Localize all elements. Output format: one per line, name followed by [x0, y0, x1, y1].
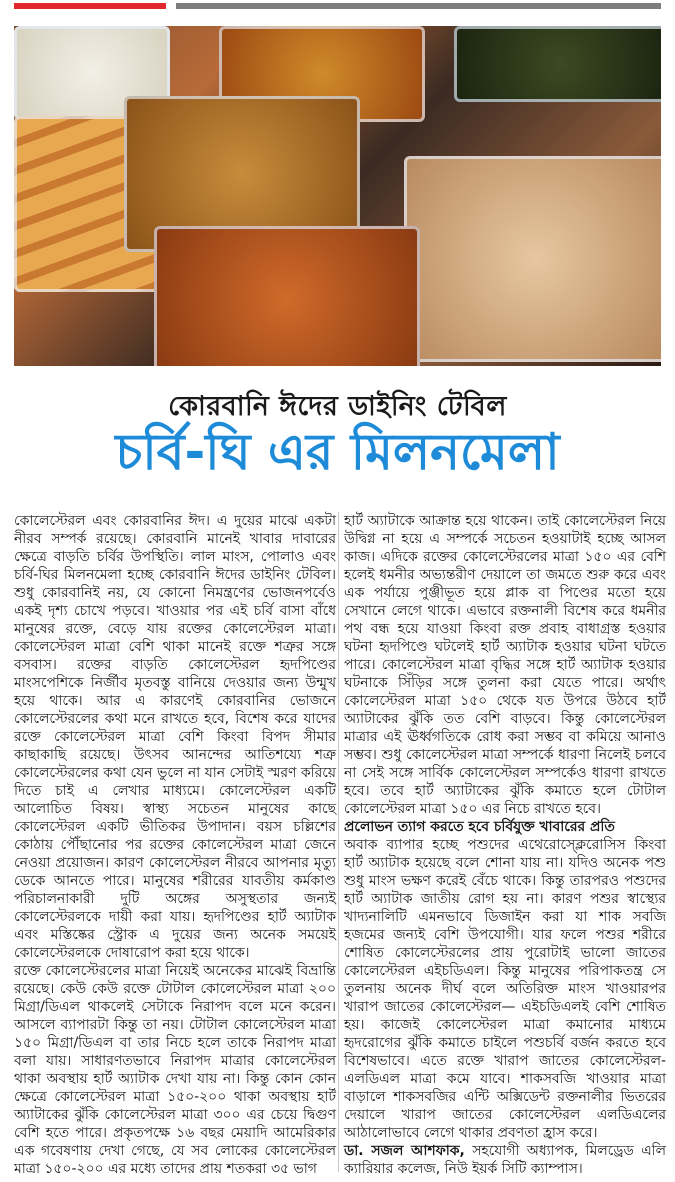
article-column-right — [344, 512, 666, 1178]
food-dishes-photo — [14, 26, 661, 366]
noodles-dish — [404, 156, 661, 362]
article-headline: চর্বি-ঘি এর মিলনমেলা — [115, 423, 560, 481]
section-rule-bar — [176, 3, 661, 9]
body-paragraph: হার্ট অ্যাটাকে আক্রান্ত হয়ে থাকেন। তাই কোলেস্টেরল নিয়ে উদ্বিগ্ন না হয়ে এ সম্পর্কে সচেতন হওয়াটাই হচ্ছে আসল কাজ। এদিকে রক্তের কোলেস্টেরলের মাত্রা ১৫০ এর বেশি হলেই ধমনীর অভ্যন্তরীণ দেয়ালে তা জমতে শুরু করে এবং এক পর্যায়ে পুঞ্জীভূত হয়ে প্লাক বা পিণ্ডের মতো হয়ে সেখানে লেগে থাকে। এভাবে রক্তনালী বিশেষ করে ধমনীর পথ বন্ধ হয়ে যাওয়া কিংবা রক্ত প্রবাহ বাধাগ্রস্ত হওয়ার ঘটনা হৃদপিণ্ডে ঘটলেই হার্ট অ্যাটাক হওয়ার ঘটনা ঘটতে পারে। কোলেস্টেরল মাত্রা বৃদ্ধির সঙ্গে হার্ট অ্যাটাক হওয়ার ঘটনাকে সিঁড়ির সঙ্গে তুলনা করা যেতে পারে। অর্থাৎ কোলেস্টেরল মাত্রা ১৫০ থেকে যত উপরে উঠবে হার্ট অ্যাটাকের ঝুঁকি তত বেশি বাড়বে। কিন্তু কোলেস্টেরল মাত্রার এই ঊর্ধ্বগতিকে রোধ করা সম্ভব বা কমিয়ে আনাও সম্ভব। শুধু কোলেস্টেরল মাত্রা সম্পর্কে ধারণা নিলেই চলবে না সেই সঙ্গে সার্বিক কোলেস্টেরল সম্পর্কেও ধারণা রাখতে হবে। তবে হার্ট অ্যাটাকের ঝুঁকি কমাতে হলে টোটাল কোলেস্টেরল মাত্রা ১৫০ এর নিচে রাখতে হবে। — [344, 513, 666, 817]
body-paragraph: রক্তে কোলেস্টেরলের মাত্রা নিয়েই অনেকের মাঝেই বিভ্রান্তি রয়েছে। কেউ কেউ রক্তে টোটাল কোলেস্টেরল মাত্রা ২০০ মিগ্রা/ডিএল থাকলেই সেটাকে নিরাপদ বলে মনে করেন। আসলে ব্যাপারটা কিন্তু তা নয়। টোটাল কোলেস্টেরল মাত্রা ১৫০ মিগ্রা/ডিএল বা তার নিচে হলে তাকে নিরাপদ মাত্রা বলা যায়। সাধারণতভাবে নিরাপদ মাত্রার কোলেস্টেরল থাকা অবস্থায় হার্ট অ্যাটাক দেখা যায় না। কিন্তু কোন কোন ক্ষেত্রে কোলেস্টেরল মাত্রা ১৫০-২০০ থাকা অবস্থায় হার্ট অ্যাটাকের ঝুঁকি কোলেস্টেরল মাত্রা ৩০০ এর চেয়ে দ্বিগুণ বেশি হতে পারে। প্রকৃতপক্ষে ১৬ বছর মেয়াদি আমেরিকার এক গবেষণায় দেখা গেছে, যে সব লোকের কোলেস্টেরল মাত্রা ১৫০-২০০ এর মধ্যে তাদের প্রায় শতকরা ৩৫ ভাগ — [14, 963, 336, 1177]
column-divider — [338, 512, 339, 1172]
section-accent-bar — [14, 3, 166, 9]
article-column-left — [14, 512, 336, 1178]
greens-dish — [454, 26, 661, 102]
section-subheading: প্রলোভন ত্যাগ করতে হবে চর্বিযুক্ত খাবারের প্রতি — [344, 819, 615, 835]
body-paragraph: কোলেস্টেরল এবং কোরবানির ঈদ। এ দুয়ের মাঝে একটা নীরব সম্পর্ক রয়েছে। কোরবানি মানেই খাবার দাবারের ক্ষেত্রে বাড়তি চর্বির উপস্থিতি। লাল মাংস, পোলাও এবং চর্বি-ঘির মিলনমেলা হচ্ছে কোরবানি ঈদের ডাইনিং টেবিল। শুধু কোরবানিই নয়, যে কোনো নিমন্ত্রণের ভোজনপর্বেও একই দৃশ্য চোখে পড়বে। খাওয়ার পর এই চর্বি বাসা বাঁধে মানুষের রক্তে, বেড়ে যায় রক্তের কোলেস্টেরল মাত্রা। কোলেস্টেরল মাত্রা বেশি থাকা মানেই রক্তে শত্রুর সঙ্গে বসবাস। রক্তের বাড়তি কোলেস্টেরল হৃদপিণ্ডের মাংসপেশিকে নির্জীব মৃতবস্তু বানিয়ে দেওয়ার জন্য উন্মুখ হয়ে থাকে। আর এ কারণেই কোরবানির ভোজনে কোলেস্টেরলের কথা মনে রাখতে হবে, বিশেষ করে যাদের রক্তে কোলেস্টেরল মাত্রা বেশি কিংবা বিপদ সীমার কাছাকাছি রয়েছে। উৎসব আনন্দের আতিশয্যে শত্রু কোলেস্টেরলের কথা যেন ভুলে না যান সেটাই স্মরণ করিয়ে দিতে চাই এ লেখার মাধ্যমে। কোলেস্টেরল একটি আলোচিত বিষয়। স্বাস্থ্য সচেতন মানুষের কাছে কোলেস্টেরল একটি ভীতিকর উপাদান। বয়স চল্লিশের কোঠায় পৌঁছানোর পর রক্তের কোলেস্টেরল মাত্রা জেনে নেওয়া প্রয়োজন। কারণ কোলেস্টেরল নীরবে আপনার মৃত্যু ডেকে আনতে পারে। মানুষের শরীরের যাবতীয় কর্মকাণ্ড পরিচালনাকারী দুটি অঙ্গের অসুস্থতার জন্যই কোলেস্টেরলকে দায়ী করা যায়। হৃদপিণ্ডের হার্ট অ্যাটাক এবং মস্তিষ্কের স্ট্রোক এ দুয়ের জন্য অনেক সময়েই কোলেস্টেরলকে দোষারোপ করা হয়ে থাকে। — [14, 513, 336, 961]
article-kicker: কোরবানি ঈদের ডাইনিং টেবিল — [168, 391, 507, 422]
top-rule — [0, 0, 675, 14]
body-paragraph: অবাক ব্যাপার হচ্ছে পশুদের এথেরোস্ক্লেরোসিস কিংবা হার্ট অ্যাটাক হয়েছে বলে শোনা যায় না। যদিও অনেক পশু শুধু মাংস ভক্ষণ করেই বেঁচে থাকে। কিন্তু তারপরও পশুদের হার্ট অ্যাটাক জাতীয় রোগ হয় না। কারণ পশুর স্বাস্থ্যের খাদ্যনালিটি এমনভাবে ডিজাইন করা যা শাক সবজি হজমের জন্যই বেশি উপযোগী। যার ফলে পশুর শরীরে শোষিত কোলেস্টেরলের প্রায় পুরোটাই ভালো জাতের কোলেস্টেরল এইচডিএল। কিন্তু মানুষের পরিপাকতন্ত্র সে তুলনায় অনেক দীর্ঘ বলে অতিরিক্ত মাংস খাওয়ারপর খারাপ জাতের কোলেস্টেরল— এইচডিএলই বেশি শোষিত হয়। কাজেই কোলেস্টেরল মাত্রা কমানোর মাধ্যমে হৃদরোগের ঝুঁকি কমাতে চাইলে পশুচর্বি বর্জন করতে হবে বিশেষভাবে। এতে রক্তে খারাপ জাতের কোলেস্টেরল-এলডিএল মাত্রা কমে যাবে। শাকসবজি খাওয়ার মাত্রা বাড়ালে শাকসবজির এন্টি অক্সিডেন্ট রক্তনালীর ভিতরের দেয়ালে খারাপ জাতের কোলেস্টেরল এলডিএলের আঠালোভাবে লেগে থাকার প্রবণতা হ্রাস করে। — [344, 837, 666, 1141]
author-name: ডা. সজল আশফাক, — [344, 1143, 465, 1159]
author-title: সহযোগী অধ্যাপক, মিলড্রেড এলি ক্যারিয়ার কলেজ, নিউ ইয়র্ক সিটি ক্যাম্পাস। — [344, 1143, 666, 1177]
author-credit — [344, 1142, 666, 1178]
fried-chicken-dish — [154, 226, 420, 366]
